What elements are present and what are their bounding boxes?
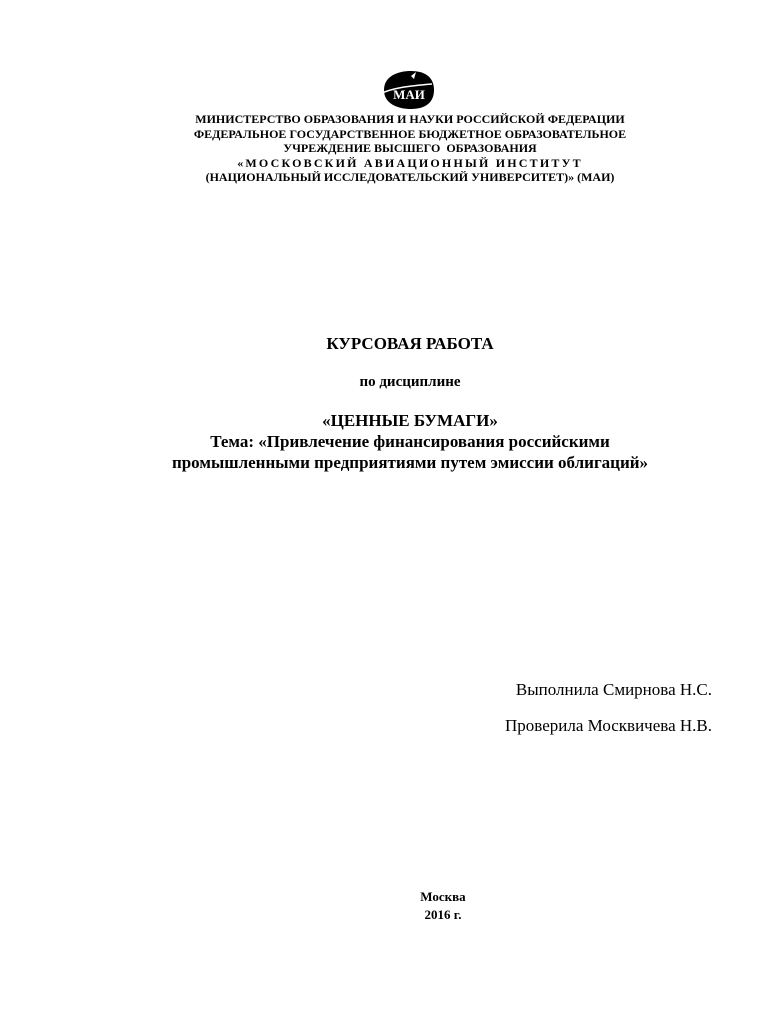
city: Москва: [420, 889, 466, 904]
header-line-institution: УЧРЕЖДЕНИЕ ВЫСШЕГО ОБРАЗОВАНИЯ: [283, 141, 537, 155]
header-line-university: «МОСКОВСКИЙ АВИАЦИОННЫЙ ИНСТИТУТ: [237, 155, 583, 170]
topic-line-2: промышленными предприятиями путем эмиссии облигаций»: [171, 453, 649, 472]
footer: [0, 888, 768, 924]
year: 2016 г.: [424, 907, 462, 922]
svg-text:МАИ: МАИ: [393, 87, 425, 102]
mai-logo: [378, 70, 436, 110]
subject-block: [0, 410, 768, 473]
topic-line-1: Тема: «Привлечение финансирования российскими: [210, 432, 610, 451]
ministry-header: [0, 112, 768, 185]
checked-by: Проверила Москвичева Н.В.: [505, 716, 712, 735]
work-title: КУРСОВАЯ РАБОТА: [326, 334, 494, 353]
completed-by: Выполнила Смирнова Н.С.: [515, 680, 712, 699]
discipline-label: по дисциплине: [359, 374, 461, 390]
header-line-ministry: МИНИСТЕРСТВО ОБРАЗОВАНИЯ И НАУКИ РОССИЙСКОЙ ФЕДЕРАЦИИ: [195, 112, 625, 126]
discipline-name: «ЦЕННЫЕ БУМАГИ»: [322, 411, 498, 430]
header-line-national: (НАЦИОНАЛЬНЫЙ ИССЛЕДОВАТЕЛЬСКИЙ УНИВЕРСИТЕТ)» (МАИ): [205, 170, 615, 184]
header-line-federal: ФЕДЕРАЛЬНОЕ ГОСУДАРСТВЕННОЕ БЮДЖЕТНОЕ ОБРАЗОВАТЕЛЬНОЕ: [193, 126, 627, 141]
